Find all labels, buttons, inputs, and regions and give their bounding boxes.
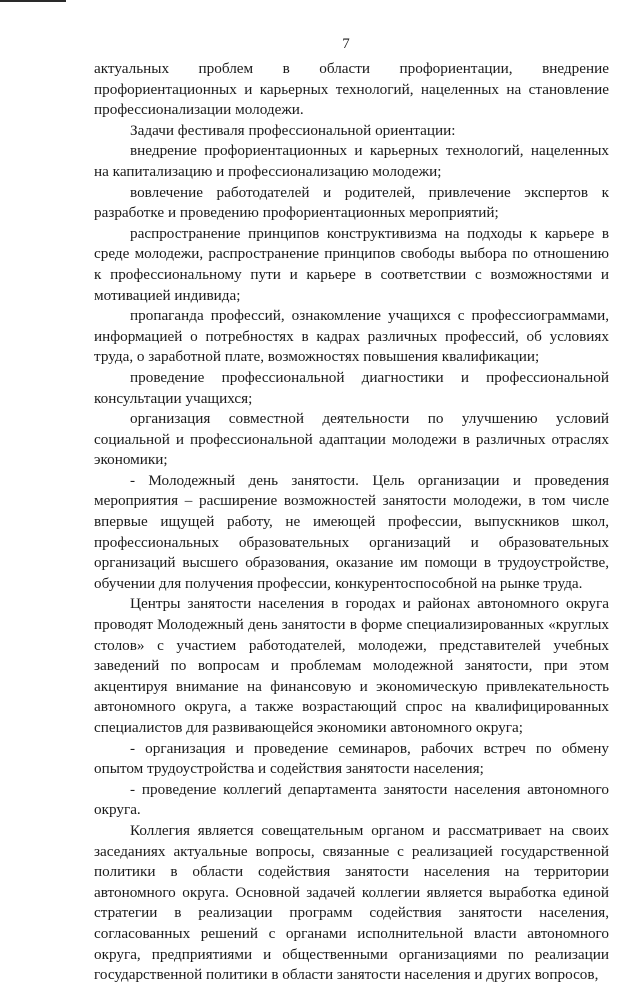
paragraph-task-propaganda: пропаганда профессий, ознакомление учащихся с профессиограммами, информацией о потребностях в кадрах различных профессий, об условиях труда, о заработной плате, возможностях повышения квалификации; xyxy=(94,307,609,366)
paragraph-festival-tasks-heading: Задачи фестиваля профессиональной ориентации: xyxy=(130,121,456,139)
paragraph-task-employers: вовлечение работодателей и родителей, привлечение экспертов к разработке и проведению профориентационных мероприятий; xyxy=(94,183,609,222)
paragraph-youth-employment-day: - Молодежный день занятости. Цель организации и проведения мероприятия – расширение возможностей занятости молодежи, в том числе впервые ищущей работу, не имеющей профессии, выпускников школ, профессиональных образовательных организаций и образовательных организаций высшего образования, оказание им помощи в трудоустройстве, обучении для получения профессии, конкурентоспособной на рынке труда. xyxy=(94,471,609,592)
paragraph-task-constructivism: распространение принципов конструктивизма на подходы к карьере в среде молодежи, распространение принципов свободы выбора по отношению к профессиональному пути и карьере в соответствии с возможностями и мотивацией индивида; xyxy=(94,224,609,304)
paragraph-collegium-description: Коллегия является совещательным органом и рассматривает на своих заседаниях актуальные вопросы, связанные с реализацией государственной политики в области содействия занятости населения на территории автономного округа. Основной задачей коллегии является выработка единой стратегии в реализации программ содействия занятости населения, согласованных решений с органами исполнительной власти автономного округа, предприятиями и общественными организациями по реализации государственной политики в области занятости населения и других вопросов, xyxy=(94,821,609,984)
page-number: 7 xyxy=(342,36,350,52)
scan-edge-mark xyxy=(0,0,66,2)
paragraph-seminars: - организация и проведение семинаров, рабочих встреч по обмену опытом трудоустройства и содействия занятости населения; xyxy=(94,739,609,778)
paragraph-task-diagnostics: проведение профессиональной диагностики и профессиональной консультации учащихся; xyxy=(94,368,609,407)
paragraph-task-technologies: внедрение профориентационных и карьерных технологий, нацеленных на капитализацию и профессионализацию молодежи; xyxy=(94,142,609,180)
paragraph-continuation: актуальных проблем в области профориентации, внедрение профориентационных и карьерных технологий, нацеленных на становление профессионализации молодежи. xyxy=(94,60,609,119)
paragraph-task-adaptation: организация совместной деятельности по улучшению условий социальной и профессиональной адаптации молодежи в различных отраслях экономики; xyxy=(94,410,609,469)
paragraph-collegiums: - проведение коллегий департамента занятости населения автономного округа. xyxy=(94,780,609,819)
paragraph-employment-centers: Центры занятости населения в городах и районах автономного округа проводят Молодежный день занятости в форме специализированных «круглых столов» с участием работодателей, молодежи, представителей учебных заведений по вопросам и проблемам молодежной занятости, при этом акцентируя внимание на финансовую и экономическую привлекательность автономного округа, а также возрастающий спрос на квалифицированных специалистов для развивающейся экономики автономного округа; xyxy=(94,595,609,736)
document-body xyxy=(94,59,609,986)
